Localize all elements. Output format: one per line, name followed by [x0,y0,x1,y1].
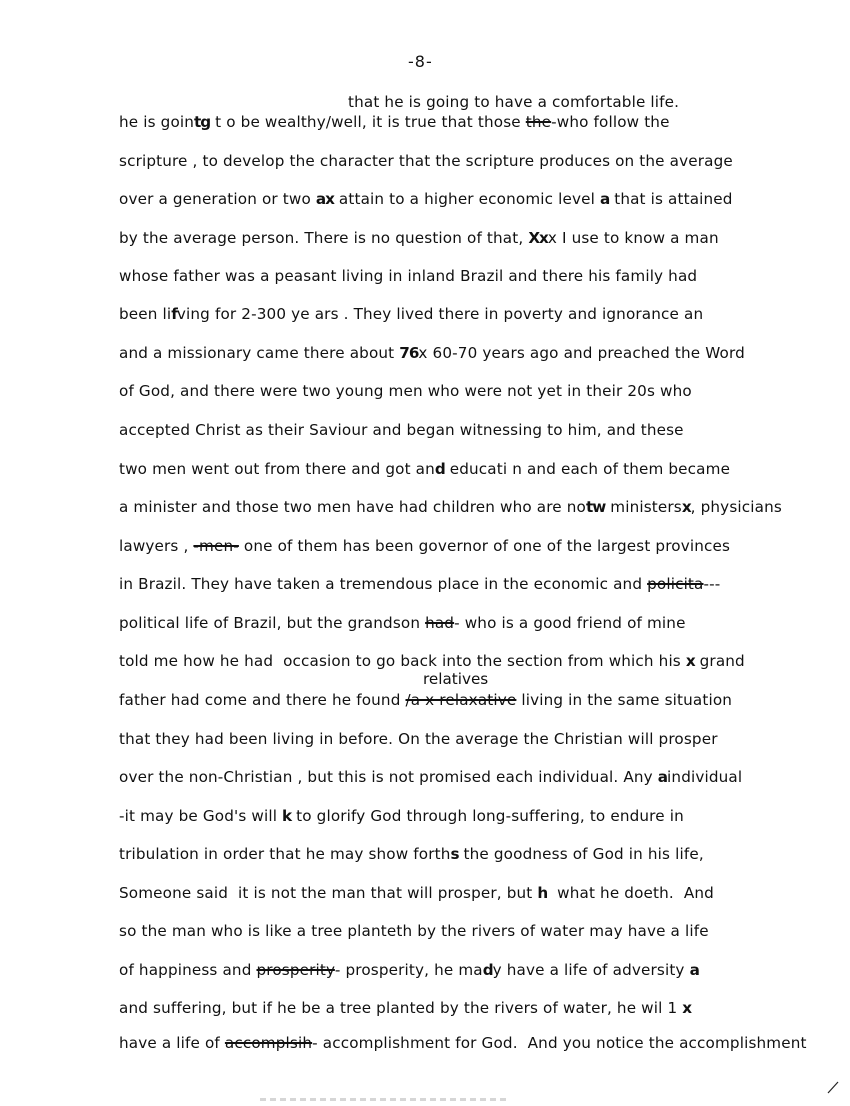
page-corner-mark [826,1080,840,1094]
line-segment: y have a life of adversity [492,961,690,979]
line-segment: - accomplishment for God. And you notice the accomplishment [312,1034,807,1052]
footer-smudge [260,1098,510,1101]
line-segment: been li [119,305,172,323]
strikethrough-text: prosperity [256,961,335,979]
overtyped-text: tw [586,498,606,516]
overtyped-text: a [689,961,699,979]
overtyped-text: f [171,305,177,323]
text-line [119,304,703,324]
line-segment: over the non-Christian , but this is not promised each individual. Any [119,768,658,786]
overtyped-text: ax [315,190,334,208]
line-segment: lawyers , [119,537,194,555]
line-segment: -who follow the [551,113,670,131]
line-segment: two men went out from there and got an [119,460,435,478]
text-line [119,381,692,401]
overtyped-text: d [482,961,493,979]
overtyped-text: x [685,652,695,670]
line-segment: grand [694,652,745,670]
overtyped-text: d [434,460,445,478]
strikethrough-text: accomplsih [224,1034,313,1052]
text-line [119,1033,807,1053]
line-segment: the goodness of God in his life, [458,845,704,863]
line-segment: of God, and there were two young men who were not yet in their 20s who [119,382,692,400]
text-line [348,92,679,112]
line-segment: have a life of [119,1034,225,1052]
line-segment: so the man who is like a tree planteth by the rivers of water may have a life [119,922,709,940]
text-line [119,112,670,132]
text-line [119,228,719,248]
line-segment: whose father was a peasant living in inland Brazil and there his family had [119,267,698,285]
line-segment: that they had been living in before. On the average the Christian will prosper [119,730,718,748]
overtyped-text: s [450,845,459,863]
page-number: -8- [408,52,433,71]
line-segment: x I use to know a man [547,229,719,247]
line-segment: -it may be God's will [119,807,283,825]
line-segment: - who is a good friend of mine [454,614,686,632]
line-segment: educati n and each of them became [444,460,731,478]
overtyped-text: a [657,768,668,786]
text-line [119,651,745,671]
line-segment: - prosperity, he ma [334,961,483,979]
strikethrough-text: had [425,614,455,632]
overtyped-text: 76 [399,344,419,362]
text-line [119,921,709,941]
line-segment: living in the same situation [516,691,733,709]
strikethrough-text: policita [647,575,704,593]
line-segment: t o be wealthy/well, it is true that those [210,113,526,131]
line-segment: attain to a higher economic level [333,190,600,208]
overtyped-text: a [599,190,610,208]
line-segment: that is attained [609,190,733,208]
text-line [119,151,733,171]
line-segment: Someone said it is not the man that will prosper, but [119,884,538,902]
line-segment: a minister and those two men have had children who are no [119,498,586,516]
text-line [119,998,691,1018]
overtyped-text: k [282,807,292,825]
line-segment: what he doeth. And [547,884,714,902]
overtyped-text: h [537,884,548,902]
line-segment: over a generation or two [119,190,316,208]
line-segment: , physicians [690,498,782,516]
line-segment: told me how he had occasion to go back into the section from which his [119,652,686,670]
text-line [119,343,745,363]
text-line [119,459,730,479]
line-segment: --- [703,575,721,593]
overtyped-text: Xx [528,229,548,247]
handwritten-insertion: relatives [423,670,489,688]
text-line [119,806,684,826]
line-segment: to glorify God through long-suffering, to endure in [291,807,684,825]
strikethrough-text: the [525,113,552,131]
strikethrough-text: -men- [193,537,239,555]
line-segment: he is goin [119,113,195,131]
line-segment: ving for 2-300 ye ars . They lived there in poverty and ignorance an [176,305,704,323]
text-line [119,844,704,864]
line-segment: one of them has been governor of one of the largest provinces [238,537,731,555]
text-line [119,613,686,633]
text-line [119,767,742,787]
overtyped-text: tg [194,113,211,131]
text-line [119,690,732,710]
line-segment: accepted Christ as their Saviour and began witnessing to him, and these [119,421,684,439]
line-segment: father had come and there he found [119,691,406,709]
line-segment: political life of Brazil, but the grandson [119,614,426,632]
line-segment: ministers [605,498,682,516]
text-line [119,960,699,980]
text-line [119,729,718,749]
text-line [119,420,684,440]
strikethrough-text: /a x relaxative [405,691,517,709]
text-line [119,536,730,556]
line-segment: of happiness and [119,961,257,979]
text-line [119,497,782,517]
line-segment: individual [667,768,743,786]
text-line [119,189,733,209]
line-segment: in Brazil. They have taken a tremendous place in the economic and [119,575,648,593]
line-segment: by the average person. There is no question of that, [119,229,529,247]
line-segment: that he is going to have a comfortable life. [348,93,680,111]
text-line [119,883,714,903]
overtyped-text: x [682,999,692,1017]
text-line [119,574,720,594]
line-segment: and suffering, but if he be a tree planted by the rivers of water, he wil 1 [119,999,683,1017]
text-line [119,266,697,286]
line-segment: scripture , to develop the character that the scripture produces on the average [119,152,733,170]
overtyped-text: x [681,498,691,516]
line-segment: tribulation in order that he may show forth [119,845,451,863]
line-segment: and a missionary came there about [119,344,400,362]
line-segment: x 60-70 years ago and preached the Word [418,344,745,362]
